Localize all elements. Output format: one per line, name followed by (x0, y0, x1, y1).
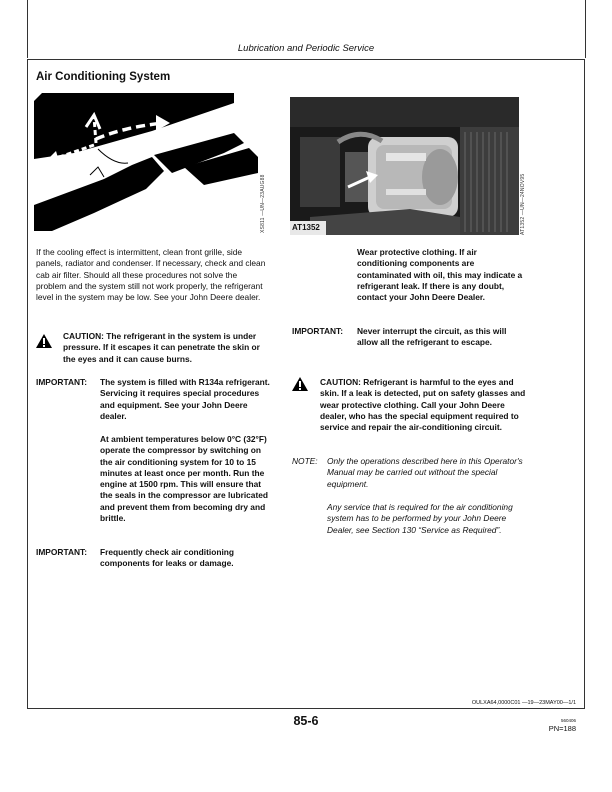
important-check-leaks: Frequently check air conditioning components for leaks or damage. (100, 547, 235, 569)
note-dealer-service: Any service that is required for the air conditioning system has to be performed by your John Deere Dealer, see Section 130 “Service as Required”. (327, 502, 513, 535)
important-r134a: The system is filled with R134a refrigerant. Servicing it requires special procedures and equipment. See your John Deere dealer. (100, 377, 270, 421)
important-ambient: At ambient temperatures below 0°C (32°F) operate the compressor by switching on the air conditioning system for 10 to 15 minutes at least once per month. Run the engine at 1500 rpm. This will ensure that the seals in the compressor are lubricated and prevent them from becoming dry and brittle. (100, 434, 269, 524)
right-figure-id: AT1352 —UN—24NOV95 (520, 173, 526, 235)
caution-refrigerant-harmful: CAUTION: Refrigerant is harmful to the eyes and skin. If a leak is detected, put on safety glasses and wear protective clothing. Call your John Deere dealer, who has the special equipment required to service and repair the air-conditioning circuit. (320, 377, 526, 433)
part-number: PN=188 (548, 724, 576, 733)
airflow-illustration (34, 93, 258, 231)
important-circuit: Never interrupt the circuit, as this will allow all the refrigerant to escape. (357, 326, 507, 348)
warning-triangle-icon (292, 377, 308, 391)
important-label-3: IMPORTANT: (292, 326, 344, 336)
page-title: Air Conditioning System (36, 71, 171, 83)
protective-clothing-text: Wear protective clothing. If air conditioning components are contaminated with oil, this may indicate a refrigerant leak. If there is any doubt, contact your John Deere Dealer. (357, 247, 523, 303)
note-operations: Only the operations described here in this Operator's Manual may be carried out without the special equipment. (327, 456, 523, 489)
note-label: NOTE: (292, 456, 318, 466)
important-label-2: IMPORTANT: (36, 547, 88, 557)
important-label-1: IMPORTANT: (36, 377, 88, 387)
warning-triangle-icon (36, 334, 52, 348)
compressor-photo (290, 97, 519, 235)
page-number: 85-6 (293, 714, 319, 728)
document-reference: OULXA64,0000C01 —19—23MAY00—1/1 (471, 700, 576, 706)
intro-paragraph: If the cooling effect is intermittent, clean front grille, side panels, radiator and condenser. If necessary, check and clean cab air filter. Should all these procedures not solve the problem and the system still not work properly, the refrigerant level in the system may be low. See your John Deere dealer. (36, 247, 266, 303)
photo-label: AT1352 (292, 223, 320, 232)
left-figure-id: XS811 —UN—23AUG88 (260, 174, 266, 233)
caution-refrigerant-pressure: CAUTION: The refrigerant in the system is under pressure. If it escapes it can penetrate the skin or the eyes and it can cause burns. (63, 331, 260, 364)
section-header: Lubrication and Periodic Service (237, 43, 375, 54)
footer-code: 560406 (560, 718, 576, 723)
